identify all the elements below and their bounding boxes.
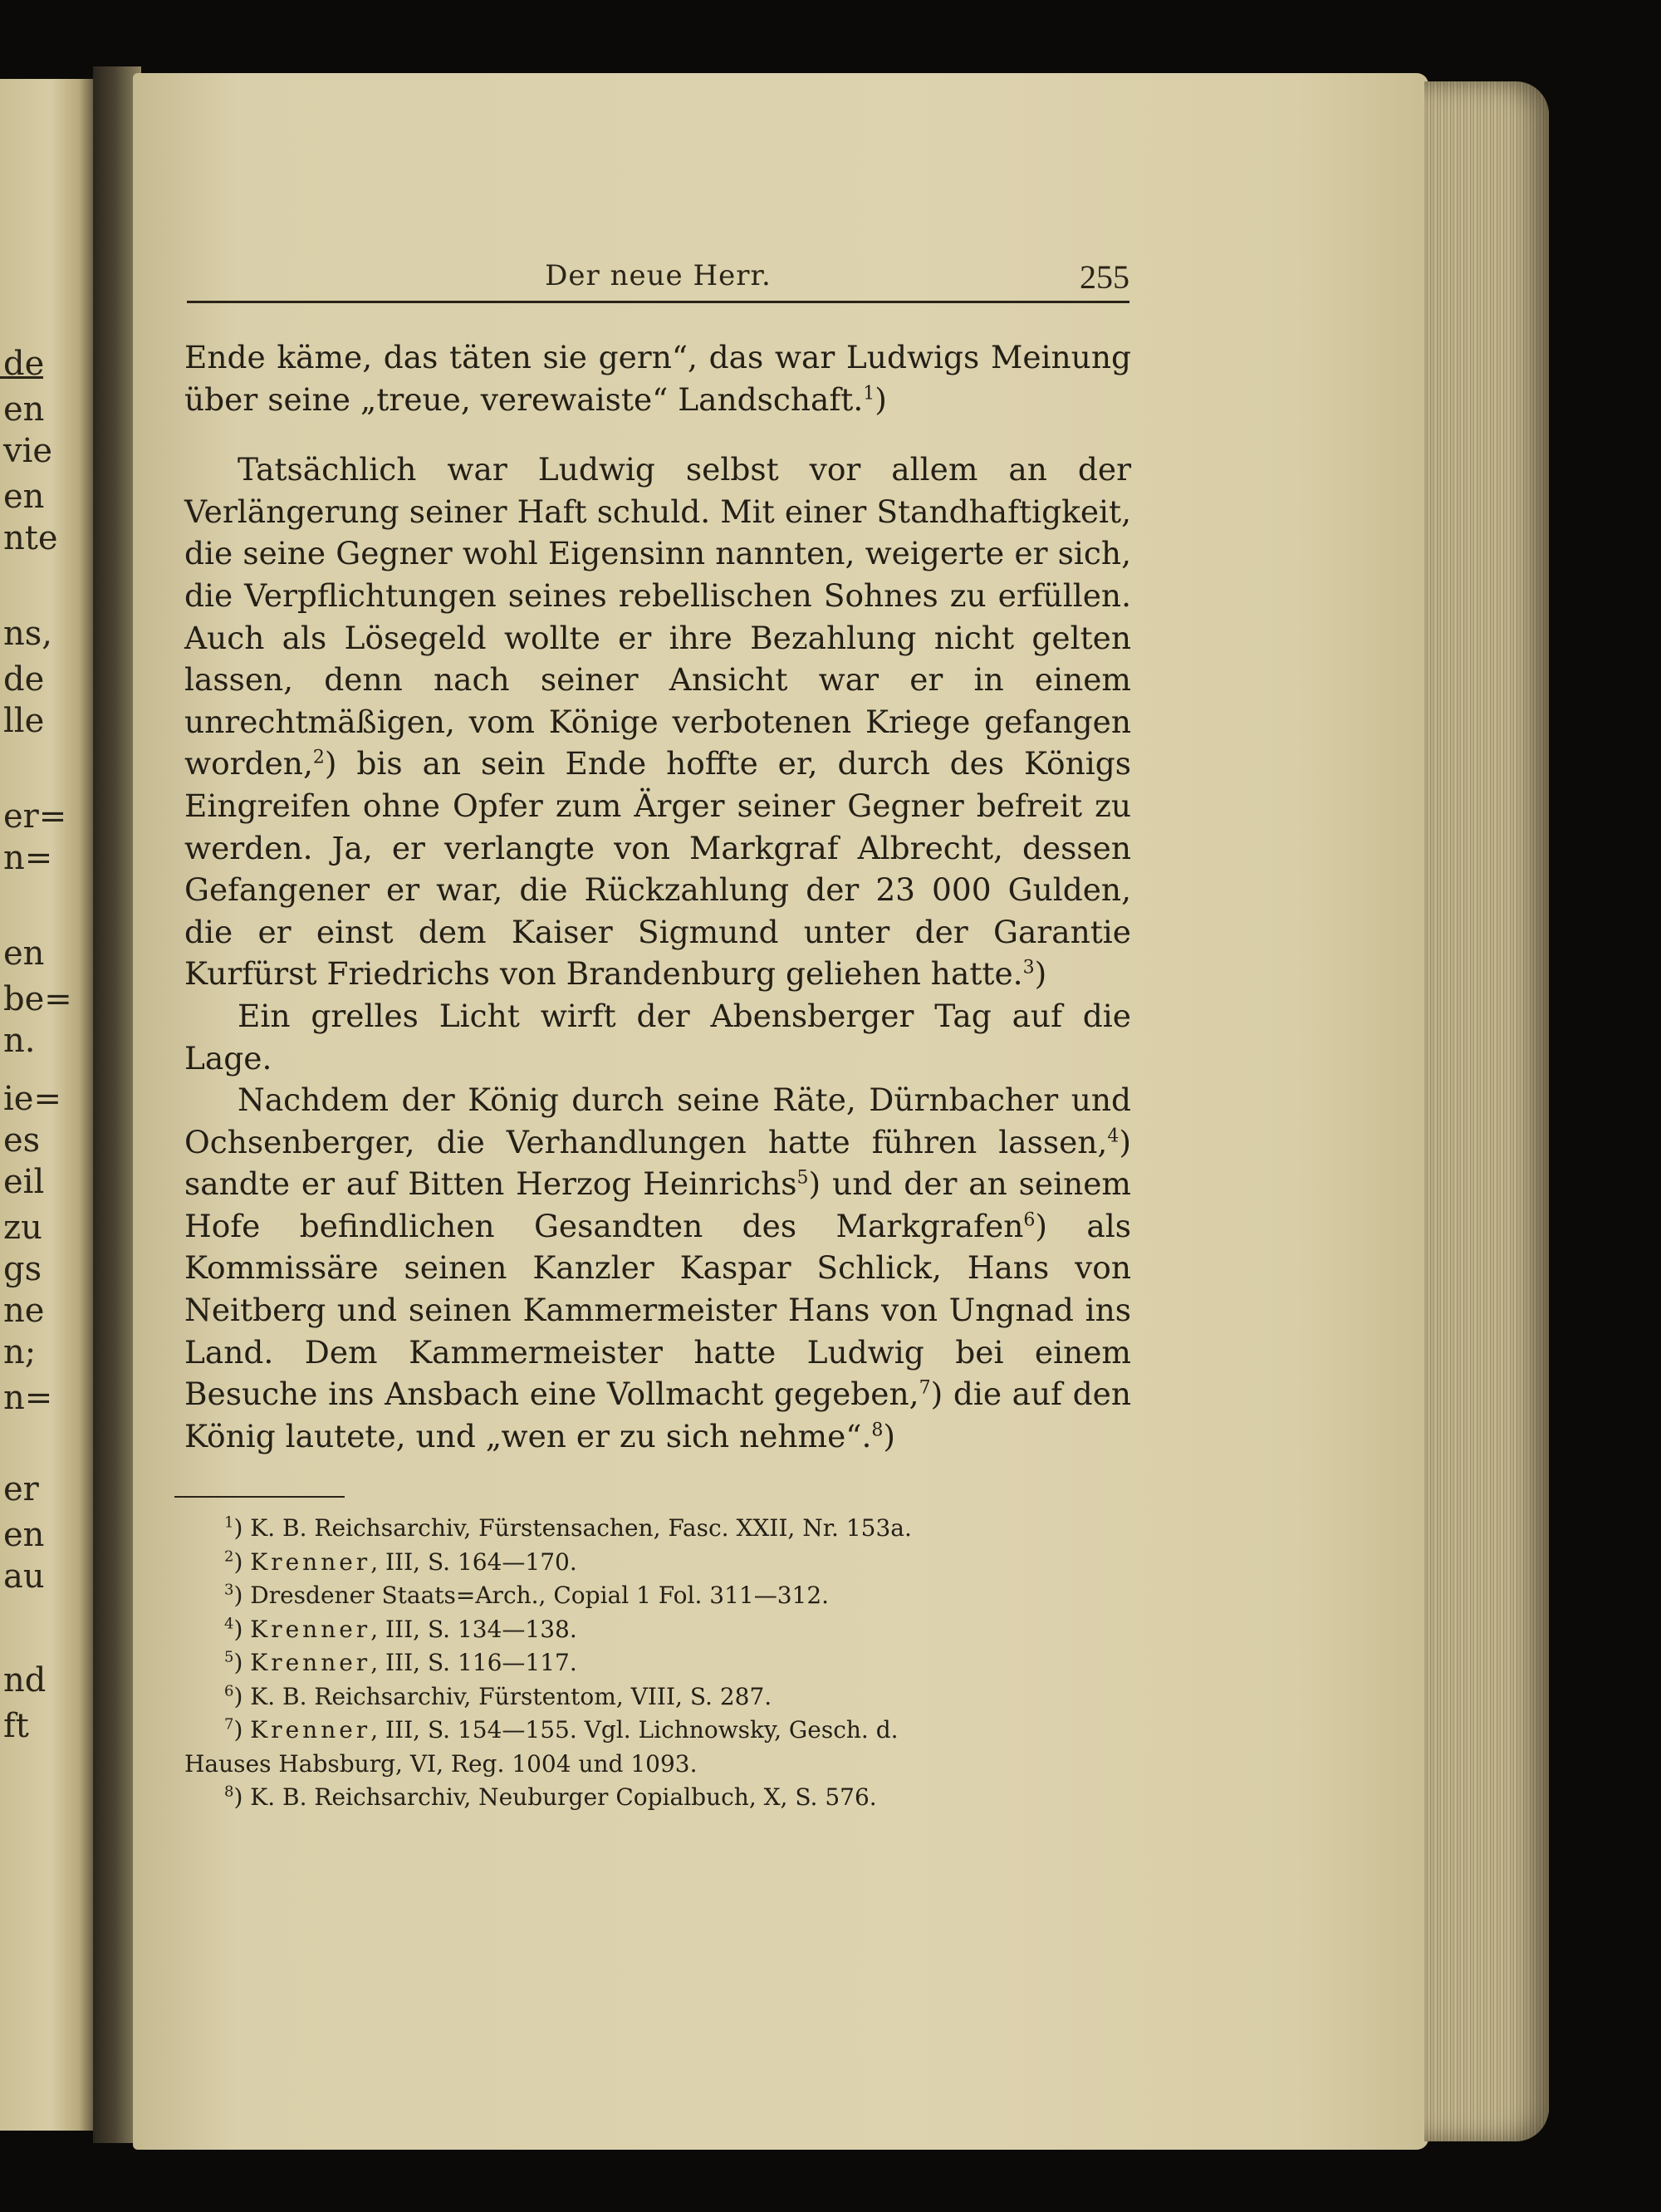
page-edge-stack	[1424, 81, 1549, 2141]
footnotes	[184, 1512, 1131, 1815]
facing-page-fragment: lle	[3, 702, 45, 740]
paragraph-1: Ende käme, das täten sie gern“, das war Ludwigs Meinung über seine „treue, verewaiste“ Landschaft.$^1$)	[184, 339, 1131, 418]
footnote-continuation: Hauses Habsburg, VI, Reg. 1004 und 1093.	[184, 1749, 698, 1778]
facing-page-left	[0, 79, 93, 2131]
footnote-ref: 6	[1023, 1209, 1036, 1231]
facing-page-fragment: n=	[3, 1379, 53, 1417]
footnote: $^5$) Krenner, III, S. 116—117.	[224, 1648, 577, 1676]
facing-page-fragment: de	[3, 660, 45, 699]
footnote-ref: 1	[863, 383, 875, 405]
page-header	[187, 249, 1129, 303]
footnote: $^7$) Krenner, III, S. 154—155. Vgl. Lichnowsky, Gesch. d.	[224, 1715, 899, 1744]
facing-page-fragment: n=	[3, 839, 53, 877]
facing-page-fragment: nte	[3, 519, 58, 557]
facing-page-fragment: en	[3, 390, 45, 429]
facing-page-fragment: ns,	[3, 615, 53, 653]
footnote: $^3$) Dresdener Staats=Arch., Copial 1 Fol. 311—312.	[224, 1581, 830, 1609]
facing-page-fragment: zu	[3, 1209, 42, 1247]
footnote-ref: 3	[1022, 957, 1035, 978]
paragraph-2: Tatsächlich war Ludwig selbst vor allem an der Verlängerung seiner Haft schuld. Mit einer Standhaftigkeit, die seine Gegner wohl Eigensinn nannten, weigerte er sich, die Verpflichtungen seines rebellischen Sohnes zu erfüllen. Auch als Lösegeld wollte er ihre Bezahlung nicht gelten lassen, denn nach seiner Ansicht war er in einem unrechtmäßigen, vom Könige verbotenen Kriege gefangen worden,$^2$) bis an sein Ende hoffte er, durch des Königs Eingreifen ohne Opfer zum Ärger seiner Gegner befreit zu werden. Ja, er verlangte von Markgraf Albrecht, dessen Gefangener er war, die Rückzahlung der 23 000 Gulden, die er einst dem Kaiser Sigmund unter der Garantie Kurfürst Friedrichs von Brandenburg geliehen hatte.$^3$)	[184, 451, 1131, 993]
paragraph-4: Nachdem der König durch seine Räte, Dürnbacher und Ochsenberger, die Verhandlungen hatte führen lassen,$^4$) sandte er auf Bitten Herzog Heinrichs$^5$) und der an seinem Hofe befindlichen Gesandten des Markgrafen$^6$) als Kommissäre seinen Kanzler Kaspar Schlick, Hans von Neitberg und seinen Kammermeister Hans von Ungnad ins Land. Dem Kammermeister hatte Ludwig bei einem Besuche ins Ansbach eine Vollmacht gegeben,$^7$) die auf den König lautete, und „wen er zu sich nehme“.$^8$)	[184, 1081, 1132, 1454]
facing-page-fragment: ie=	[3, 1080, 61, 1118]
facing-page-fragment: n;	[3, 1333, 37, 1371]
footnote-ref: 8	[871, 1420, 884, 1441]
facing-page-fragment: er	[3, 1470, 39, 1508]
facing-page-fragment: be=	[3, 980, 72, 1018]
footnote: $^4$) Krenner, III, S. 134—138.	[224, 1615, 577, 1643]
facing-page-fragment: gs	[3, 1250, 42, 1288]
facing-page-fragment: n.	[3, 1022, 36, 1060]
facing-page-fragment: vie	[3, 432, 53, 470]
facing-page-fragment: au	[3, 1557, 45, 1596]
footnote-ref: 2	[312, 747, 325, 768]
facing-page-fragment: en	[3, 478, 45, 516]
facing-page-fragment: eil	[3, 1163, 45, 1201]
footnote-ref: 4	[1107, 1126, 1120, 1147]
footnote: $^2$) Krenner, III, S. 164—170.	[224, 1547, 577, 1576]
footnote-divider	[174, 1496, 345, 1498]
body-text	[184, 336, 1131, 1457]
facing-page-fragment: nd	[3, 1661, 47, 1699]
running-title: Der neue Herr.	[545, 259, 772, 292]
page-number: 255	[1080, 258, 1129, 296]
facing-page-fragment: de	[3, 345, 45, 383]
footnote: $^8$) K. B. Reichsarchiv, Neuburger Copialbuch, X, S. 576.	[224, 1783, 877, 1811]
paragraph-3: Ein grelles Licht wirft der Abensberger Tag auf die Lage.	[184, 997, 1131, 1077]
facing-page-fragment: es	[3, 1121, 41, 1160]
facing-page-fragment: en	[3, 1516, 45, 1554]
footnote: $^1$) K. B. Reichsarchiv, Fürstensachen, Fasc. XXII, Nr. 153a.	[224, 1513, 912, 1542]
facing-page-fragment: en	[3, 934, 45, 973]
facing-page-fragment: ft	[3, 1707, 29, 1745]
facing-page-fragment: er=	[3, 797, 67, 836]
footnote-ref: 7	[919, 1377, 931, 1399]
footnote: $^6$) K. B. Reichsarchiv, Fürstentom, VIII, S. 287.	[224, 1682, 772, 1710]
facing-page-fragment: ne	[3, 1292, 45, 1330]
footnote-ref: 5	[796, 1167, 809, 1189]
